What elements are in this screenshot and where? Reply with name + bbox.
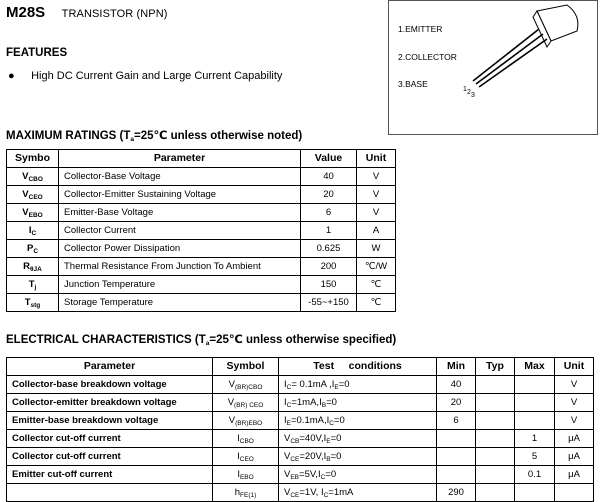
parameter-cell: Collector cut-off current <box>7 448 213 466</box>
unit-cell: V <box>357 168 396 186</box>
table-row <box>7 240 396 258</box>
unit-cell <box>555 484 594 502</box>
col-header-max: Max <box>515 358 555 376</box>
col-header-parameter: Parameter <box>7 358 213 376</box>
pin-number-1: 1 <box>463 86 467 93</box>
part-description: TRANSISTOR (NPN) <box>61 8 168 20</box>
feature-text: High DC Current Gain and Large Current Capability <box>31 70 283 82</box>
conditions-cell: $V_{CB}=40V,I_E=0$ <box>279 430 437 448</box>
parameter-cell: Collector-Emitter Sustaining Voltage <box>59 186 301 204</box>
symbol-cell: $V_{(BR)CBO}$ <box>213 376 279 394</box>
conditions-cell: $V_{CE}=1V$, $I_C=1mA$ <box>279 484 437 502</box>
max-cell <box>515 394 555 412</box>
package-diagram <box>388 0 598 135</box>
typ-cell <box>476 394 515 412</box>
max-cell: 0.1 <box>515 466 555 484</box>
conditions-cell: $I_C=1mA,I_B=0$ <box>279 394 437 412</box>
unit-cell: A <box>357 222 396 240</box>
value-cell: 1 <box>301 222 357 240</box>
max-cell <box>515 412 555 430</box>
pin-label-emitter: 1.EMITTER <box>398 24 443 34</box>
unit-cell: ℃/W <box>357 258 396 276</box>
table-row <box>7 204 396 222</box>
pin-label-base: 3.BASE <box>398 79 428 89</box>
table-row <box>7 222 396 240</box>
parameter-cell: Emitter-base breakdown voltage <box>7 412 213 430</box>
symbol-cell: $I_{CEO}$ <box>213 448 279 466</box>
col-header-min: Min <box>437 358 476 376</box>
table-row <box>7 412 594 430</box>
col-header-symbol: Symbol <box>213 358 279 376</box>
symbol-cell: $V_{(BR) CEO}$ <box>213 394 279 412</box>
parameter-cell: Collector-Base Voltage <box>59 168 301 186</box>
unit-cell: μA <box>555 466 594 484</box>
col-header-unit: Unit <box>555 358 594 376</box>
feature-item <box>8 66 282 84</box>
unit-cell: μA <box>555 430 594 448</box>
table-row <box>7 168 396 186</box>
symbol-cell: $T_j$ <box>7 276 59 294</box>
parameter-cell <box>7 484 213 502</box>
typ-cell <box>476 466 515 484</box>
table-row <box>7 484 594 502</box>
value-cell: 0.625 <box>301 240 357 258</box>
symbol-cell: $P_C$ <box>7 240 59 258</box>
parameter-cell: Collector Current <box>59 222 301 240</box>
table-row <box>7 466 594 484</box>
table-row <box>7 294 396 312</box>
max-cell: 1 <box>515 430 555 448</box>
table-row <box>7 448 594 466</box>
typ-cell <box>476 430 515 448</box>
table-header-row <box>7 150 396 168</box>
parameter-cell: Junction Temperature <box>59 276 301 294</box>
to92-package-icon <box>459 1 597 101</box>
col-header-value: Value <box>301 150 357 168</box>
min-cell: 6 <box>437 412 476 430</box>
conditions-cell: $V_{EB}=5V,I_C=0$ <box>279 466 437 484</box>
parameter-cell: Collector Power Dissipation <box>59 240 301 258</box>
table-header-row <box>7 358 594 376</box>
symbol-cell: $I_C$ <box>7 222 59 240</box>
value-cell: 150 <box>301 276 357 294</box>
min-cell <box>437 466 476 484</box>
pin-number-3: 3 <box>471 92 475 99</box>
unit-cell: ℃ <box>357 294 396 312</box>
symbol-cell: $R_{\theta JA}$ <box>7 258 59 276</box>
symbol-cell: $V_{EBO}$ <box>7 204 59 222</box>
parameter-cell: Collector cut-off current <box>7 430 213 448</box>
table-row <box>7 276 396 294</box>
symbol-cell: $I_{EBO}$ <box>213 466 279 484</box>
col-header-symbol: Symbo <box>7 150 59 168</box>
typ-cell <box>476 376 515 394</box>
symbol-cell: $T_{stg}$ <box>7 294 59 312</box>
min-cell: 20 <box>437 394 476 412</box>
parameter-cell: Emitter cut-off current <box>7 466 213 484</box>
max-cell <box>515 376 555 394</box>
parameter-cell: Storage Temperature <box>59 294 301 312</box>
min-cell: 290 <box>437 484 476 502</box>
value-cell: 40 <box>301 168 357 186</box>
col-header-test-conditions: Test conditions <box>279 358 437 376</box>
conditions-cell: $V_{CE}=20V,I_B=0$ <box>279 448 437 466</box>
parameter-cell: Emitter-Base Voltage <box>59 204 301 222</box>
symbol-cell: $V_{(BR)EBO}$ <box>213 412 279 430</box>
max-cell <box>515 484 555 502</box>
min-cell <box>437 430 476 448</box>
symbol-cell: $V_{CBO}$ <box>7 168 59 186</box>
table-row <box>7 430 594 448</box>
min-cell <box>437 448 476 466</box>
value-cell: 20 <box>301 186 357 204</box>
bullet-icon: ● <box>8 70 15 82</box>
symbol-cell: $V_{CEO}$ <box>7 186 59 204</box>
max-cell: 5 <box>515 448 555 466</box>
min-cell: 40 <box>437 376 476 394</box>
unit-cell: V <box>357 204 396 222</box>
part-number: M28S <box>6 4 46 21</box>
unit-cell: V <box>555 412 594 430</box>
features-heading: FEATURES <box>6 47 68 59</box>
pin-number-2: 2 <box>467 89 471 96</box>
typ-cell <box>476 484 515 502</box>
parameter-cell: Thermal Resistance From Junction To Ambient <box>59 258 301 276</box>
unit-cell: V <box>555 394 594 412</box>
symbol-cell: $h_{FE(1)}$ <box>213 484 279 502</box>
table-row <box>7 394 594 412</box>
table-row <box>7 258 396 276</box>
elec-char-heading: ELECTRICAL CHARACTERISTICS ($T_a=25℃$ unless otherwise specified) <box>6 334 397 347</box>
table-row <box>7 376 594 394</box>
elec-char-table <box>6 357 594 502</box>
parameter-cell: Collector-emitter breakdown voltage <box>7 394 213 412</box>
conditions-cell: $I_C= 0.1mA$ $,I_E=0$ <box>279 376 437 394</box>
value-cell: 6 <box>301 204 357 222</box>
unit-cell: V <box>555 376 594 394</box>
pin-label-collector: 2.COLLECTOR <box>398 52 457 62</box>
max-ratings-table <box>6 149 396 312</box>
unit-cell: V <box>357 186 396 204</box>
max-ratings-heading: MAXIMUM RATINGS ($T_a=25℃$ unless otherwise noted) <box>6 130 303 143</box>
conditions-cell: $I_E=0.1mA,I_C=0$ <box>279 412 437 430</box>
parameter-cell: Collector-base breakdown voltage <box>7 376 213 394</box>
value-cell: 200 <box>301 258 357 276</box>
col-header-unit: Unit <box>357 150 396 168</box>
symbol-cell: $I_{CBO}$ <box>213 430 279 448</box>
col-header-typ: Typ <box>476 358 515 376</box>
typ-cell <box>476 412 515 430</box>
value-cell: -55~+150 <box>301 294 357 312</box>
unit-cell: W <box>357 240 396 258</box>
col-header-parameter: Parameter <box>59 150 301 168</box>
unit-cell: ℃ <box>357 276 396 294</box>
table-row <box>7 186 396 204</box>
typ-cell <box>476 448 515 466</box>
unit-cell: μA <box>555 448 594 466</box>
part-header <box>6 4 168 22</box>
